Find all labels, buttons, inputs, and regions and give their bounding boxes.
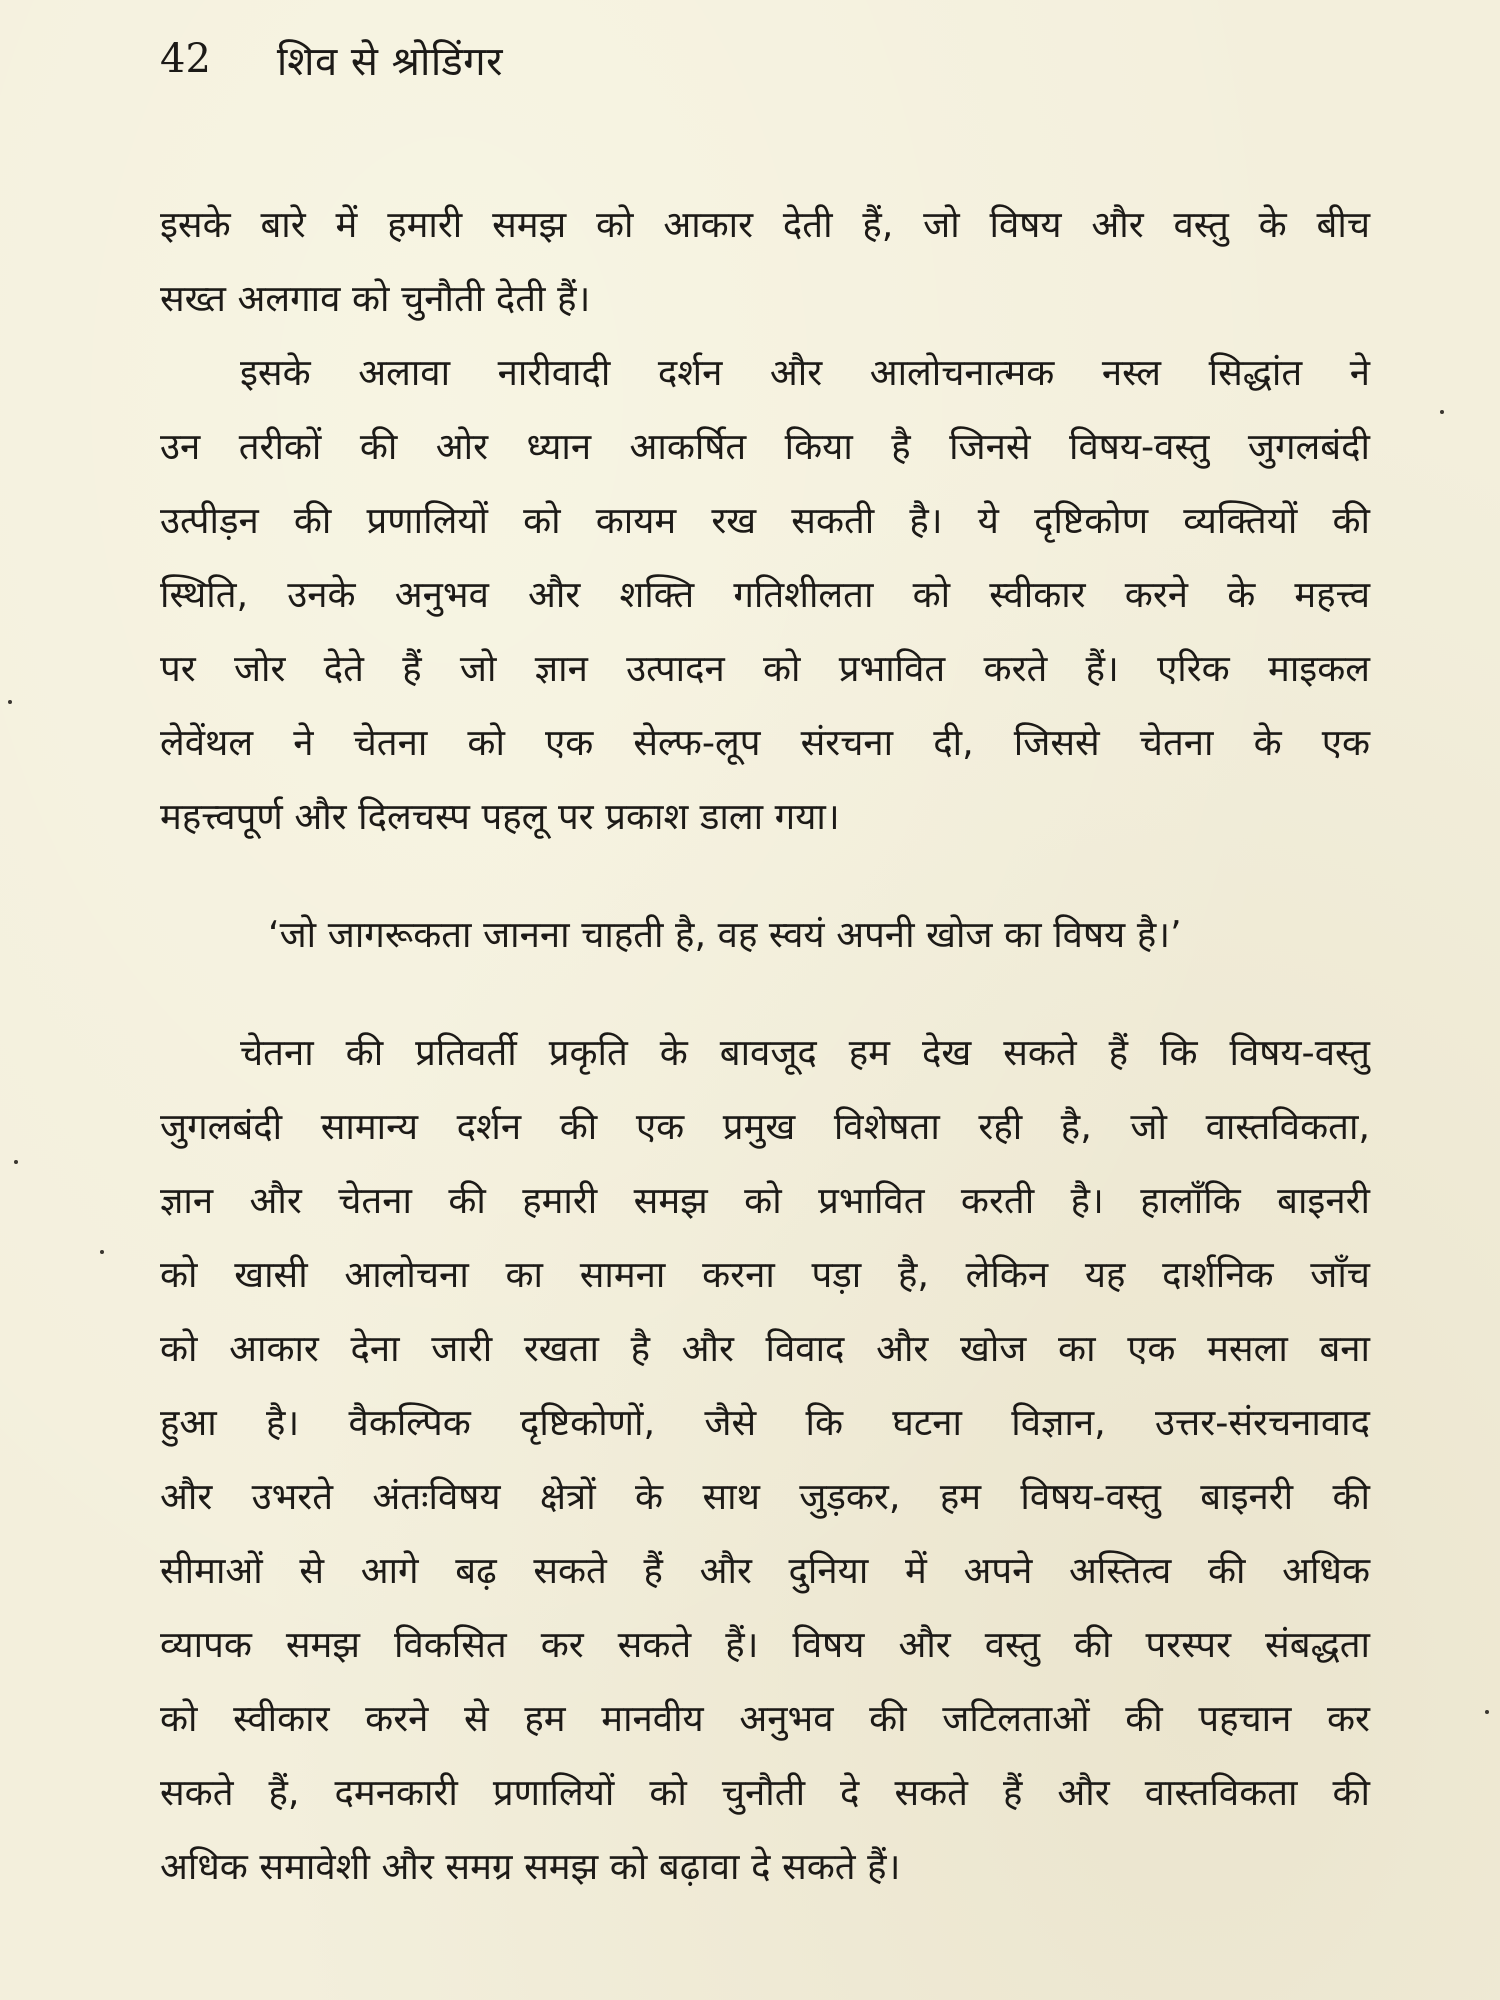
print-speck	[1440, 410, 1444, 414]
paragraph-reflexive-consciousness	[160, 1016, 1370, 1904]
text-line: स्थिति, उनके अनुभव और शक्ति गतिशीलता को स्वीकार करने के महत्त्व	[160, 573, 1370, 616]
text-line: पर जोर देते हैं जो ज्ञान उत्पादन को प्रभावित करते हैं। एरिक माइकल	[160, 647, 1370, 690]
text-line: इसके अलावा नारीवादी दर्शन और आलोचनात्मक नस्ल सिद्धांत ने	[240, 351, 1370, 394]
text-line: महत्त्वपूर्ण और दिलचस्प पहलू पर प्रकाश डाला गया।	[160, 795, 840, 838]
book-title: शिव से श्रोडिंगर	[276, 38, 503, 85]
text-line: जुगलबंदी सामान्य दर्शन की एक प्रमुख विशेषता रही है, जो वास्तविकता,	[160, 1105, 1370, 1148]
text-line: लेवेंथल ने चेतना को एक सेल्फ-लूप संरचना दी, जिससे चेतना के एक	[160, 721, 1370, 764]
text-line: सख्त अलगाव को चुनौती देती हैं।	[160, 277, 591, 320]
print-speck	[8, 700, 12, 704]
text-line: ज्ञान और चेतना की हमारी समझ को प्रभावित करती है। हालाँकि बाइनरी	[160, 1179, 1370, 1222]
text-line: सकते हैं, दमनकारी प्रणालियों को चुनौती दे सकते हैं और वास्तविकता की	[160, 1771, 1370, 1814]
text-line: सीमाओं से आगे बढ़ सकते हैं और दुनिया में अपने अस्तित्व की अधिक	[160, 1549, 1370, 1592]
text-line: को स्वीकार करने से हम मानवीय अनुभव की जटिलताओं की पहचान कर	[160, 1697, 1370, 1740]
text-line: को आकार देना जारी रखता है और विवाद और खोज का एक मसला बना	[160, 1327, 1370, 1370]
block-quote: ‘जो जागरूकता जानना चाहती है, वह स्वयं अपनी खोज का विषय है।’	[268, 913, 1182, 956]
text-line: चेतना की प्रतिवर्ती प्रकृति के बावजूद हम देख सकते हैं कि विषय-वस्तु	[240, 1031, 1370, 1074]
paragraph-feminist-philosophy	[160, 336, 1370, 854]
text-line: व्यापक समझ विकसित कर सकते हैं। विषय और वस्तु की परस्पर संबद्धता	[160, 1623, 1370, 1666]
page-number: 42	[160, 36, 211, 82]
text-line: हुआ है। वैकल्पिक दृष्टिकोणों, जैसे कि घटना विज्ञान, उत्तर-संरचनावाद	[160, 1401, 1370, 1444]
text-line: और उभरते अंतःविषय क्षेत्रों के साथ जुड़कर, हम विषय-वस्तु बाइनरी की	[160, 1475, 1370, 1518]
text-line: को खासी आलोचना का सामना करना पड़ा है, लेकिन यह दार्शनिक जाँच	[160, 1253, 1370, 1296]
print-speck	[100, 1250, 104, 1254]
print-speck	[1485, 1710, 1489, 1714]
text-line: उत्पीड़न की प्रणालियों को कायम रख सकती है। ये दृष्टिकोण व्यक्तियों की	[160, 499, 1370, 542]
page-body	[160, 188, 1370, 1904]
running-header	[160, 24, 503, 94]
text-line: उन तरीकों की ओर ध्यान आकर्षित किया है जिनसे विषय-वस्तु जुगलबंदी	[160, 425, 1370, 468]
text-line: इसके बारे में हमारी समझ को आकार देती हैं, जो विषय और वस्तु के बीच	[160, 203, 1370, 246]
text-line: अधिक समावेशी और समग्र समझ को बढ़ावा दे सकते हैं।	[160, 1845, 901, 1888]
print-speck	[14, 1160, 18, 1164]
paragraph-continued	[160, 188, 1370, 336]
